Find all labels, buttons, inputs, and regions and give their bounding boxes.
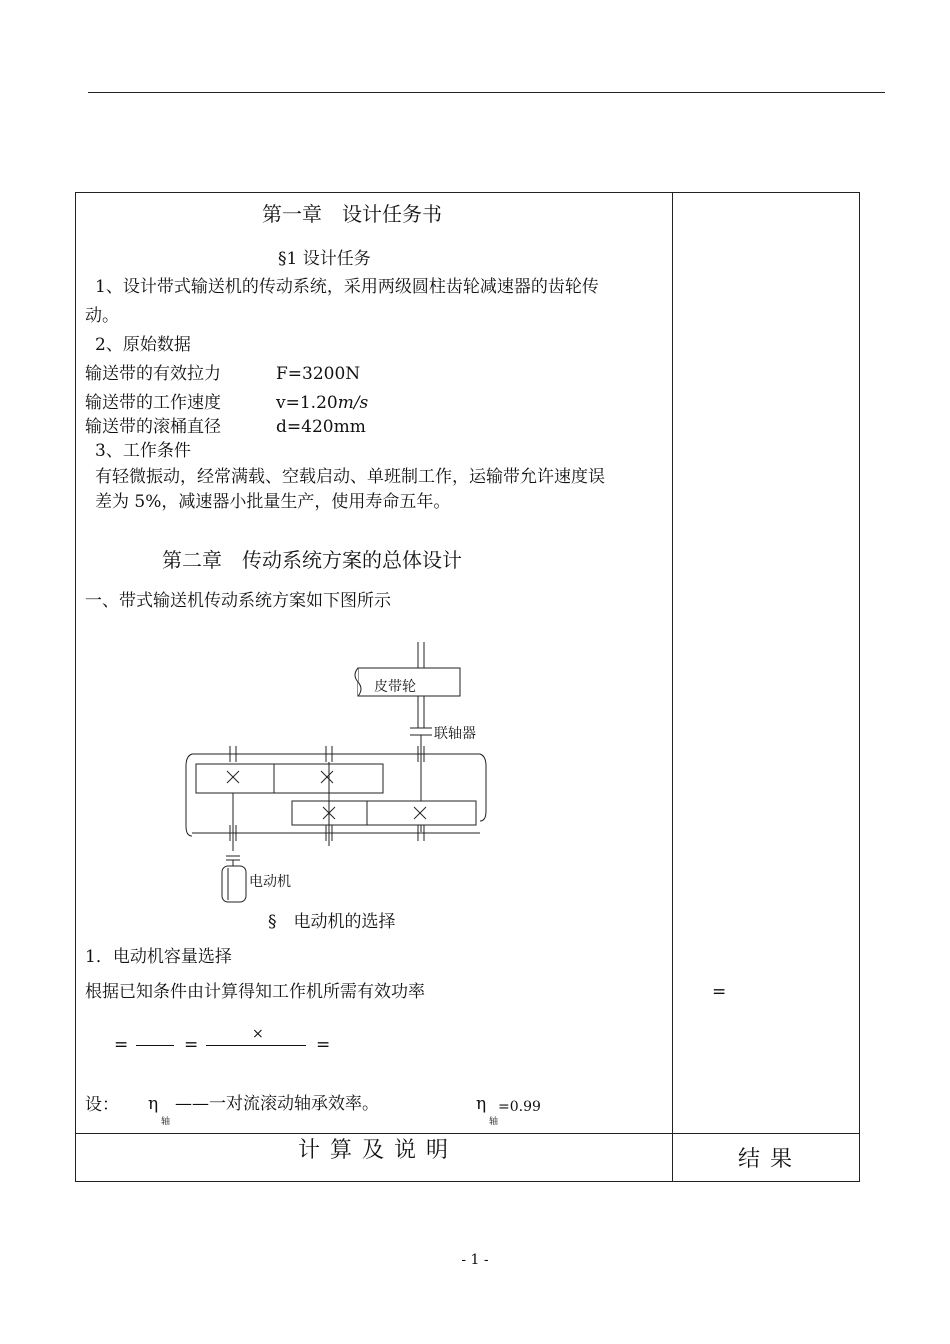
fraction-bar (136, 1045, 174, 1046)
chapter1-title: 第一章 设计任务书 (262, 202, 442, 226)
conditions-line1: 有轻微振动，经常满载、空载启动、单班制工作，运输带允许速度误 (95, 467, 605, 487)
eta-symbol: η (148, 1094, 159, 1114)
page-number: - 1 - (461, 1252, 489, 1268)
data-value: v=1.20m/s (276, 393, 369, 413)
footer-divider (75, 1133, 860, 1134)
data-value: F=3200N (276, 364, 361, 384)
section1-title: §1 设计任务 (278, 249, 371, 269)
section-motor: § 电动机的选择 (268, 912, 396, 932)
chapter2-title: 第二章 传动系统方案的总体设计 (162, 548, 462, 572)
column-divider (672, 192, 673, 1182)
set-label: 设： (85, 1095, 119, 1115)
eta-subscript: 轴 (161, 1117, 171, 1127)
eta-value: =0.99 (498, 1099, 541, 1115)
item2: 2、原始数据 (95, 335, 191, 355)
data-label: 输送带的有效拉力 (85, 364, 221, 384)
data-value: d=420mm (276, 417, 366, 437)
header-rule (88, 92, 885, 93)
eq-sign: = (114, 1035, 129, 1055)
eq-sign: = (184, 1035, 199, 1055)
unit: m/s (337, 393, 369, 413)
conditions-line2: 差为 5%，减速器小批量生产，使用寿命五年。 (95, 492, 451, 512)
coupling-label: 联轴器 (434, 726, 476, 742)
gear-pair-low (292, 801, 476, 825)
data-label: 输送带的滚桶直径 (85, 417, 221, 437)
result-label: 结果 (738, 1147, 803, 1172)
item1-line1: 1、设计带式输送机的传动系统，采用两级圆柱齿轮减速器的齿轮传 (95, 277, 599, 297)
eta-symbol: η (476, 1094, 487, 1114)
calc-label: 计算及说明 (298, 1138, 459, 1163)
fraction-bar (206, 1045, 306, 1046)
eta-description: ——一对流滚动轴承效率。 (175, 1094, 379, 1114)
motor-label: 电动机 (249, 874, 291, 890)
data-label: 输送带的工作速度 (85, 393, 221, 413)
motor (222, 866, 246, 902)
eta-subscript: 轴 (489, 1117, 499, 1127)
scheme-text: 一、带式输送机传动系统方案如下图所示 (85, 591, 391, 611)
eq-sign: = (316, 1035, 331, 1055)
result-eq: = (712, 982, 727, 1002)
item1-line2: 动。 (85, 306, 119, 326)
power-text: 根据已知条件由计算得知工作机所需有效功率 (85, 982, 425, 1002)
motor-capacity: 1．电动机容量选择 (85, 947, 232, 967)
transmission-diagram (180, 636, 500, 908)
times-sign: × (252, 1026, 264, 1042)
belt-pulley-label: 皮带轮 (374, 679, 416, 695)
item3: 3、工作条件 (95, 441, 191, 461)
gear-pair-high (196, 764, 383, 793)
